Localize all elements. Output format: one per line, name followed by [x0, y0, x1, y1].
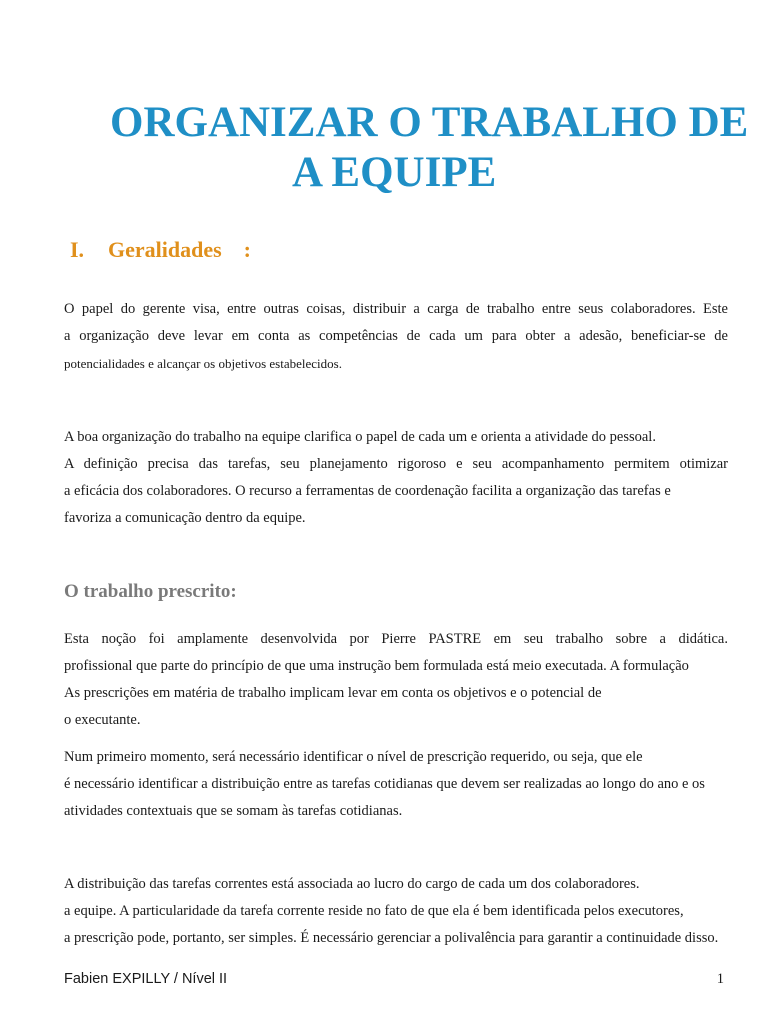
document-title-line-2: A EQUIPE — [292, 149, 497, 196]
section-title-suffix: : — [243, 237, 251, 262]
paragraph-line: a organização deve levar em conta as competências de cada um para obter a adesão, beneficiar-se de — [64, 328, 728, 344]
subheading-prescribed-work: O trabalho prescrito: — [64, 581, 237, 602]
paragraph-line: favoriza a comunicação dentro da equipe. — [64, 510, 306, 526]
paragraph-line: As prescrições em matéria de trabalho implicam levar em conta os objetivos e o potencial de — [64, 685, 602, 701]
paragraph-line: A boa organização do trabalho na equipe clarifica o papel de cada um e orienta a atividade do pessoal. — [64, 429, 656, 445]
paragraph-line: o executante. — [64, 712, 141, 728]
paragraph-line: é necessário identificar a distribuição entre as tarefas cotidianas que devem ser realizadas ao longo do ano e os — [64, 776, 705, 792]
paragraph-line: A definição precisa das tarefas, seu planejamento rigoroso e seu acompanhamento permitem otimizar — [64, 456, 728, 472]
section-heading — [70, 236, 251, 264]
distribution-paragraph — [64, 871, 728, 952]
paragraph-line: potencialidades e alcançar os objetivos estabelecidos. — [64, 356, 342, 371]
paragraph-line: profissional que parte do princípio de que uma instrução bem formulada está meio executada. A formulação — [64, 658, 689, 674]
prescribed-paragraph — [64, 626, 728, 734]
paragraph-line: Esta noção foi amplamente desenvolvida por Pierre PASTRE em seu trabalho sobre a didática. — [64, 631, 728, 647]
paragraph-line: a eficácia dos colaboradores. O recurso a ferramentas de coordenação facilita a organização das tarefas e — [64, 483, 671, 499]
footer-author: Fabien EXPILLY / Nível II — [64, 971, 228, 987]
paragraph-line: A distribuição das tarefas correntes está associada ao lucro do cargo de cada um dos colaboradores. — [64, 876, 640, 892]
paragraph-line: O papel do gerente visa, entre outras coisas, distribuir a carga de trabalho entre seus colaboradores. Este — [64, 301, 728, 317]
section-title: Geralidades — [108, 237, 222, 262]
organization-paragraph — [64, 424, 728, 532]
document-title-line-1: ORGANIZAR O TRABALHO DE — [110, 99, 749, 146]
intro-paragraph — [64, 296, 728, 377]
section-number: I. — [70, 237, 85, 262]
paragraph-line: a prescrição pode, portanto, ser simples. É necessário gerenciar a polivalência para garantir a continuidade disso. — [64, 930, 719, 946]
paragraph-line: a equipe. A particularidade da tarefa corrente reside no fato de que ela é bem identificada pelos executores, — [64, 903, 684, 919]
page-number: 1 — [716, 971, 724, 987]
paragraph-line: atividades contextuais que se somam às tarefas cotidianas. — [64, 803, 403, 819]
paragraph-line: Num primeiro momento, será necessário identificar o nível de prescrição requerido, ou seja, que ele — [64, 749, 643, 765]
prescription-level-paragraph — [64, 744, 728, 825]
